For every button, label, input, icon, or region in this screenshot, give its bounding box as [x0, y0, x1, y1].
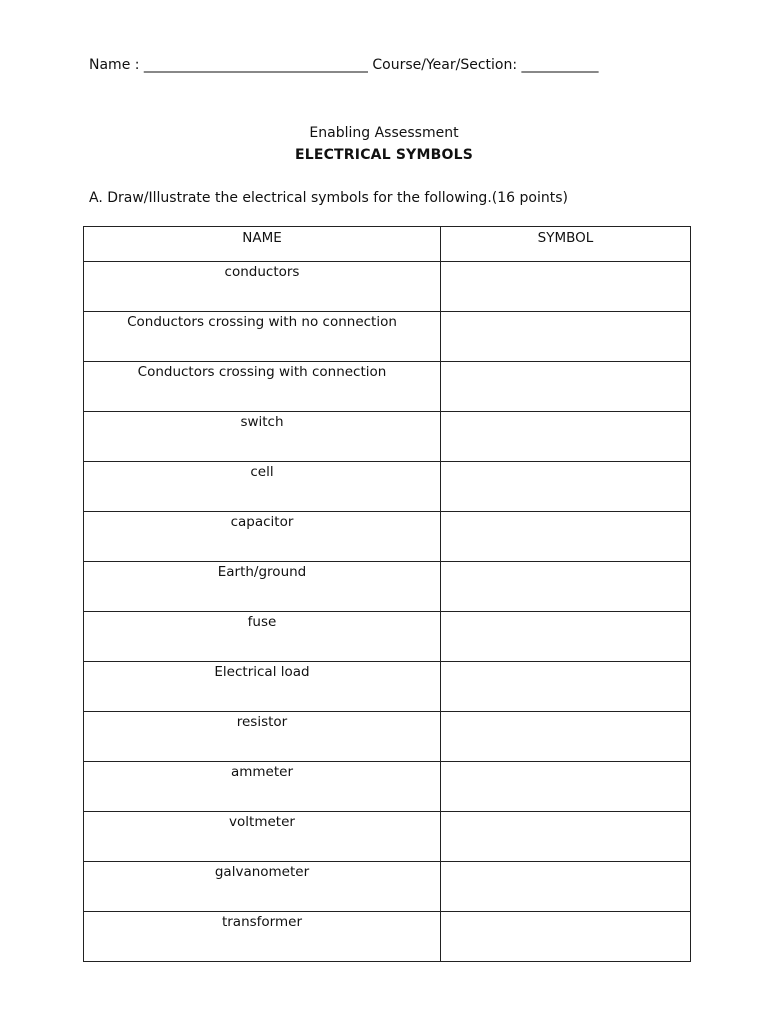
- table-row: [84, 612, 691, 662]
- name-cell: Electrical load: [84, 662, 441, 712]
- table-row: [84, 812, 691, 862]
- name-cell: galvanometer: [84, 862, 441, 912]
- course-blank[interactable]: ___________: [521, 57, 599, 73]
- symbol-answer-cell[interactable]: [441, 812, 691, 862]
- symbol-answer-cell[interactable]: [441, 262, 691, 312]
- name-cell: conductors: [84, 262, 441, 312]
- table-row: [84, 662, 691, 712]
- symbol-answer-cell[interactable]: [441, 312, 691, 362]
- name-cell: ammeter: [84, 762, 441, 812]
- name-cell: Earth/ground: [84, 562, 441, 612]
- table-row: [84, 762, 691, 812]
- name-cell: fuse: [84, 612, 441, 662]
- name-cell: switch: [84, 412, 441, 462]
- table-row: [84, 412, 691, 462]
- name-cell: transformer: [84, 912, 441, 962]
- name-cell: voltmeter: [84, 812, 441, 862]
- symbol-answer-cell[interactable]: [441, 762, 691, 812]
- table-row: [84, 262, 691, 312]
- symbol-answer-cell[interactable]: [441, 862, 691, 912]
- table-row: [84, 462, 691, 512]
- name-cell: Conductors crossing with connection: [84, 362, 441, 412]
- instruction-text: A. Draw/Illustrate the electrical symbols for the following.(16 points): [89, 190, 568, 206]
- symbol-answer-cell[interactable]: [441, 462, 691, 512]
- student-info-line: [89, 57, 599, 73]
- symbol-answer-cell[interactable]: [441, 712, 691, 762]
- name-cell: cell: [84, 462, 441, 512]
- symbol-answer-cell[interactable]: [441, 512, 691, 562]
- symbol-answer-cell[interactable]: [441, 662, 691, 712]
- table-row: [84, 512, 691, 562]
- table-row: [84, 362, 691, 412]
- symbol-answer-cell[interactable]: [441, 912, 691, 962]
- name-cell: Conductors crossing with no connection: [84, 312, 441, 362]
- symbol-answer-cell[interactable]: [441, 562, 691, 612]
- name-column-header: NAME: [84, 227, 441, 262]
- name-blank[interactable]: ________________________________: [143, 57, 368, 73]
- table-row: [84, 862, 691, 912]
- symbol-answer-cell[interactable]: [441, 412, 691, 462]
- document-kicker: Enabling Assessment: [309, 125, 459, 141]
- symbols-table: [83, 226, 691, 962]
- name-cell: capacitor: [84, 512, 441, 562]
- symbol-answer-cell[interactable]: [441, 362, 691, 412]
- table-row: [84, 312, 691, 362]
- symbol-column-header: SYMBOL: [441, 227, 691, 262]
- table-header-row: [84, 227, 691, 262]
- document-title: ELECTRICAL SYMBOLS: [294, 147, 474, 163]
- course-label: Course/Year/Section:: [367, 57, 522, 73]
- name-label: Name :: [89, 57, 144, 73]
- symbol-answer-cell[interactable]: [441, 612, 691, 662]
- table-row: [84, 912, 691, 962]
- name-cell: resistor: [84, 712, 441, 762]
- table-row: [84, 712, 691, 762]
- table-row: [84, 562, 691, 612]
